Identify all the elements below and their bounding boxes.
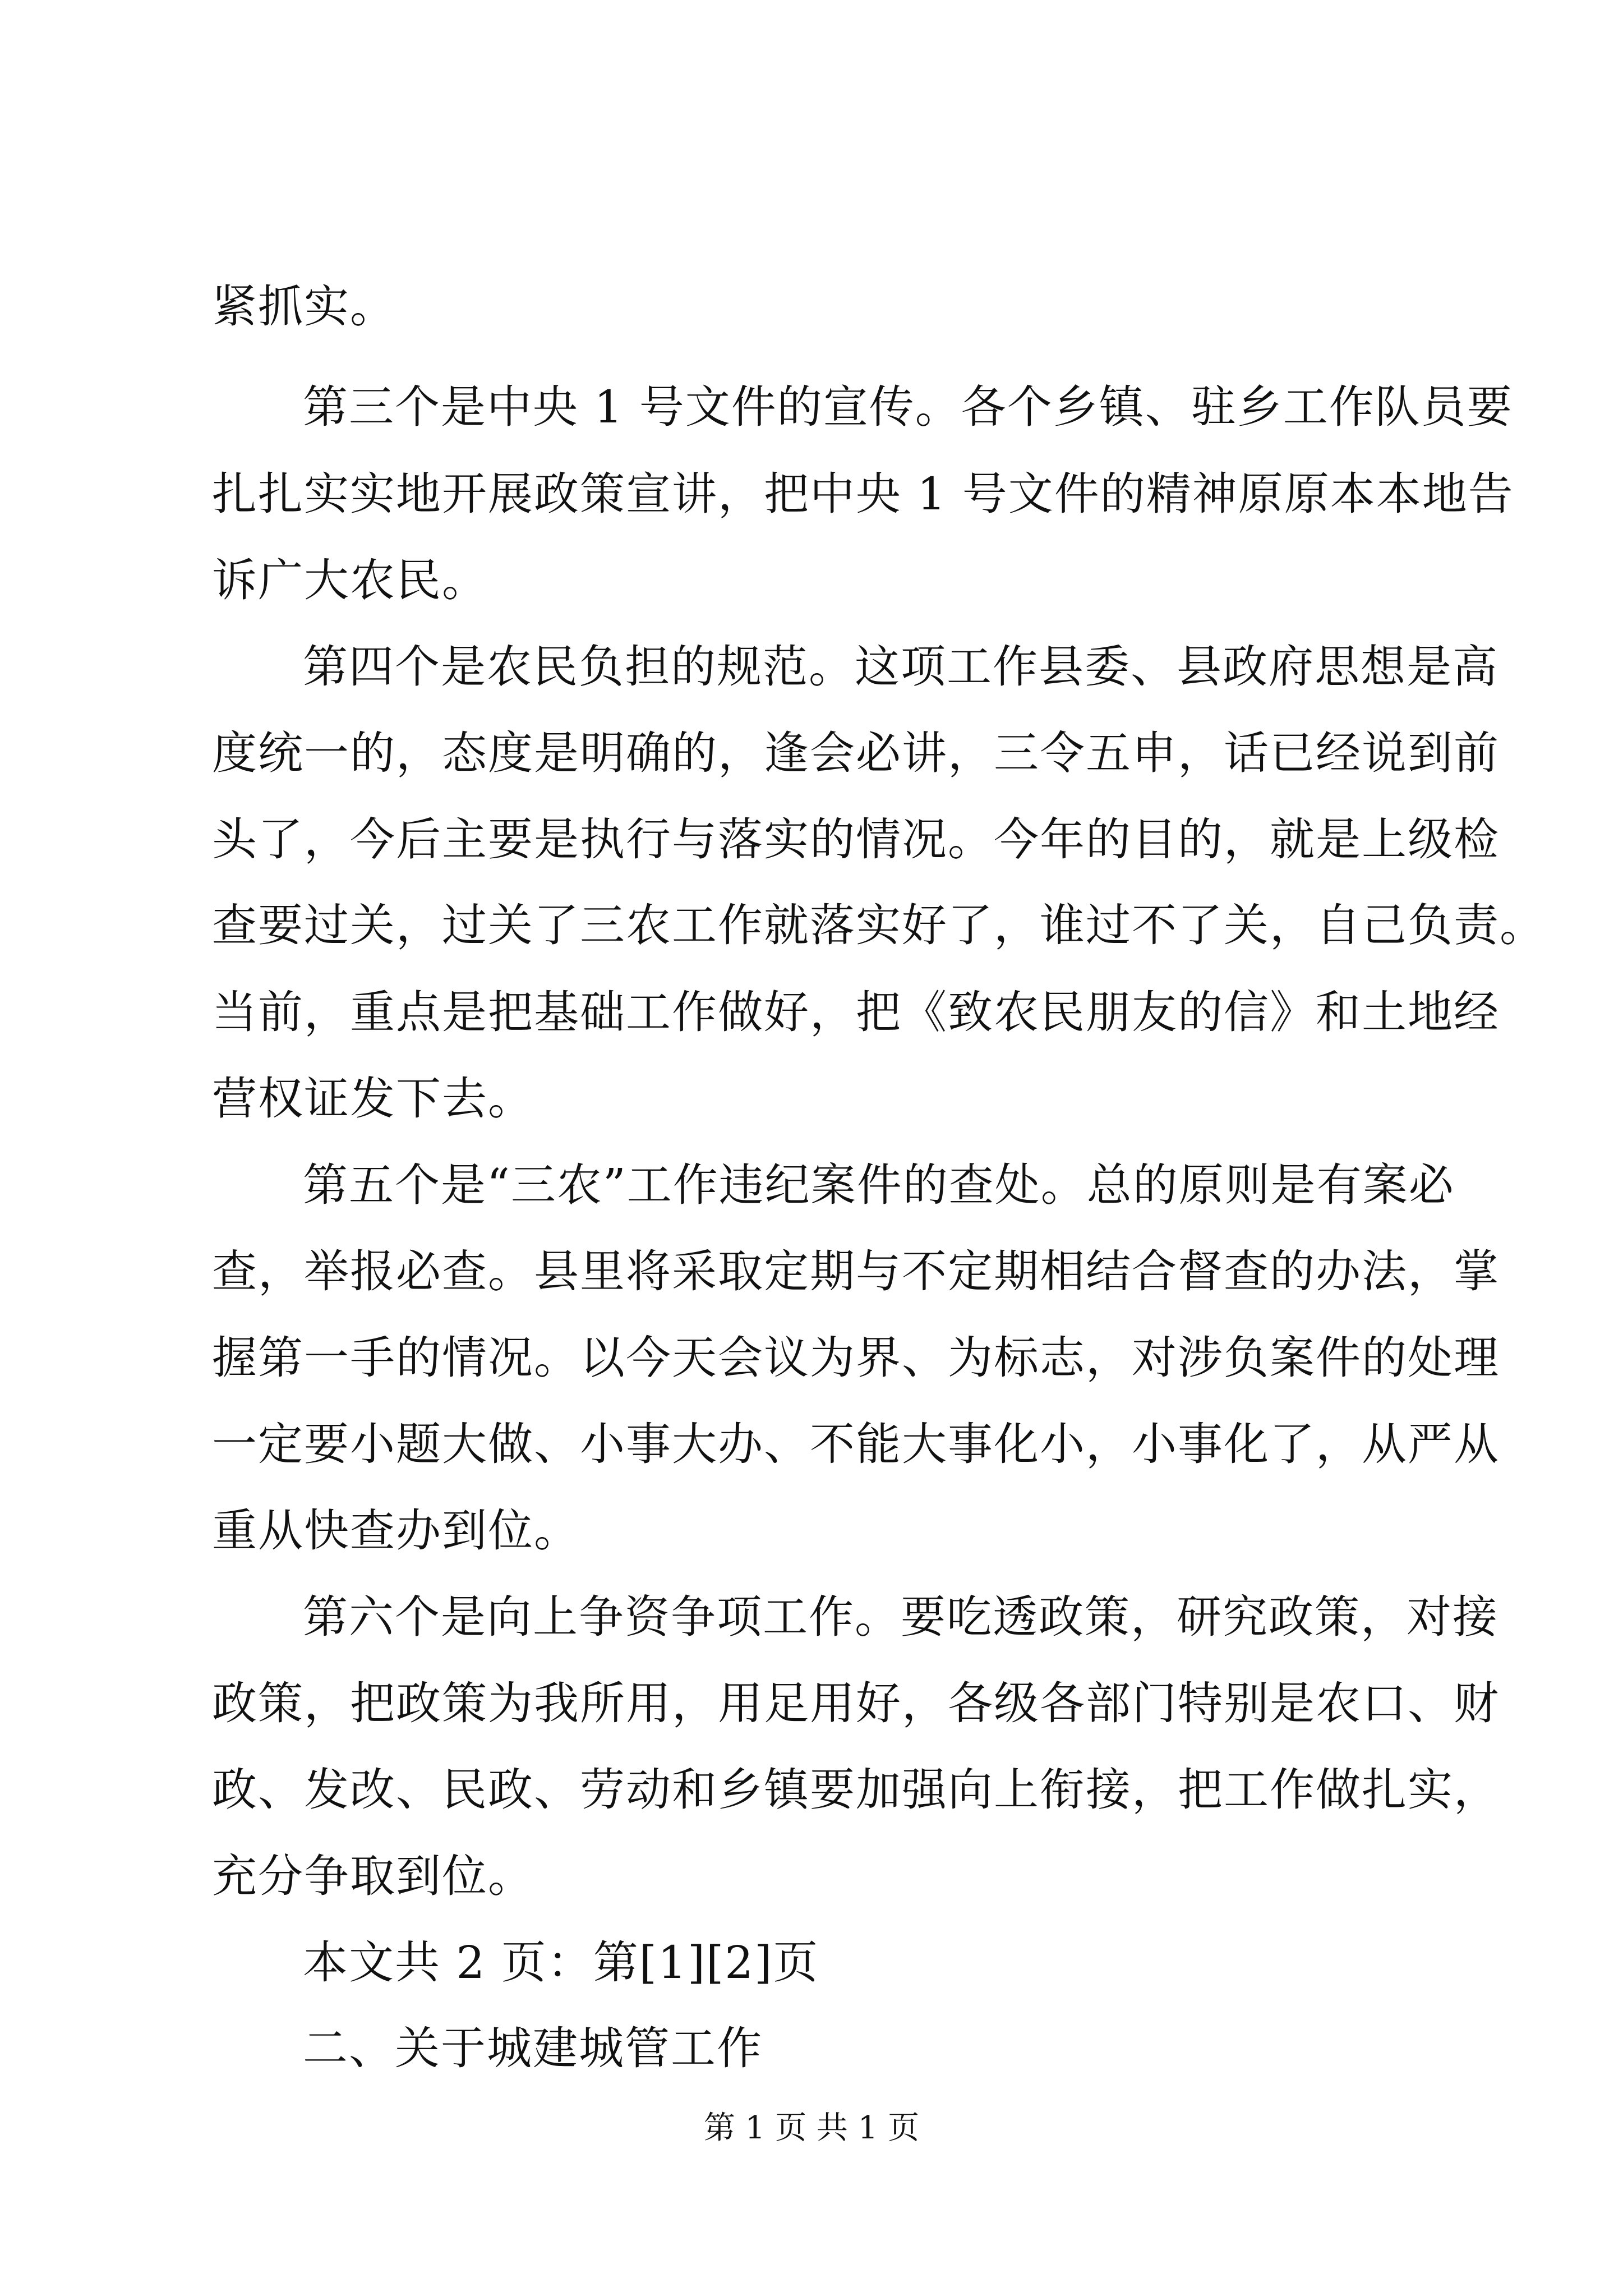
text-line-6: 度统一的，态度是明确的，逢会必讲，三令五申，话已经说到前 xyxy=(212,727,1500,779)
text-line-4: 诉广大农民。 xyxy=(212,554,488,606)
text-line-13: 握第一手的情况。以今天会议为界、为标志，对涉负案件的处理 xyxy=(212,1332,1500,1384)
text-line-12: 查，举报必查。县里将采取定期与不定期相结合督查的办法，掌 xyxy=(212,1245,1500,1297)
text-line-8: 查要过关，过关了三农工作就落实好了，谁过不了关，自己负责。 xyxy=(212,899,1546,951)
text-line-11: 第五个是“三农”工作违纪案件的查处。总的原则是有案必 xyxy=(303,1159,1455,1211)
text-line-17: 政策，把政策为我所用，用足用好，各级各部门特别是农口、财 xyxy=(212,1677,1500,1729)
text-line-3: 扎扎实实地开展政策宣讲，把中央 1 号文件的精神原原本本地告 xyxy=(212,468,1514,520)
text-line-16: 第六个是向上争资争项工作。要吃透政策，研究政策，对接 xyxy=(303,1591,1498,1643)
text-line-1: 紧抓实。 xyxy=(212,280,396,333)
section-heading: 二、关于城建城管工作 xyxy=(303,2022,763,2074)
text-line-18: 政、发改、民政、劳动和乡镇要加强向上衔接，把工作做扎实， xyxy=(212,1764,1500,1816)
text-line-7: 头了，今后主要是执行与落实的情况。今年的目的，就是上级检 xyxy=(212,813,1500,866)
text-line-14: 一定要小题大做、小事大办、不能大事化小，小事化了，从严从 xyxy=(212,1418,1500,1470)
page-navigation-text: 本文共 2 页：第[1][2]页 xyxy=(303,1936,819,1989)
text-line-10: 营权证发下去。 xyxy=(212,1073,534,1125)
text-line-15: 重从快查办到位。 xyxy=(212,1504,580,1557)
page-footer: 第 1 页 共 1 页 xyxy=(703,2110,920,2146)
text-line-2: 第三个是中央 1 号文件的宣传。各个乡镇、驻乡工作队员要 xyxy=(303,381,1513,433)
text-line-19: 充分争取到位。 xyxy=(212,1850,534,1902)
text-line-9: 当前，重点是把基础工作做好，把《致农民朋友的信》和土地经 xyxy=(212,986,1500,1038)
text-line-5: 第四个是农民负担的规范。这项工作县委、县政府思想是高 xyxy=(303,641,1498,693)
